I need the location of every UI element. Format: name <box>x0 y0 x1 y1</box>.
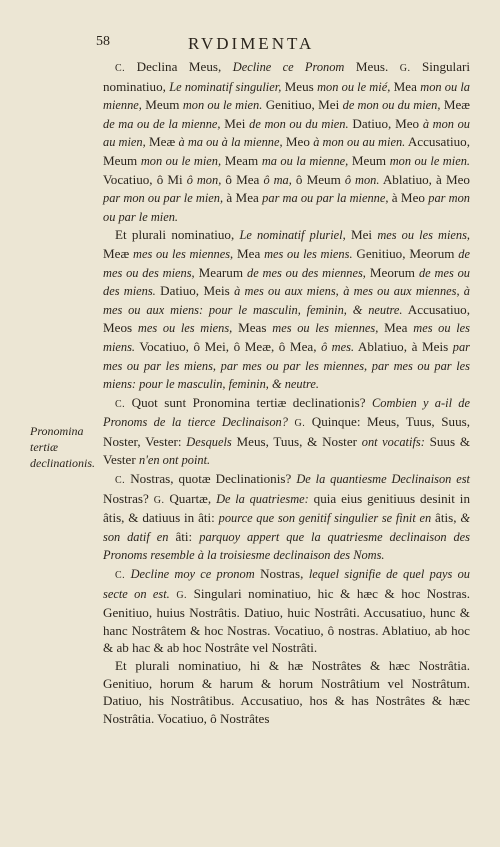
latin-text: Meus <box>281 78 318 94</box>
french-gloss: par ma ou par la mienne, <box>262 191 389 206</box>
french-gloss: à mes ou aux miennes, à mes ou aux miens: pour le masculin, feminin, & neutre. <box>103 284 471 317</box>
latin-text: Mea <box>390 78 421 94</box>
french-gloss: de ma ou de la mienne, <box>103 116 221 131</box>
latin-text: à Meo <box>388 190 429 206</box>
french-gloss: lequel signifie de quel pays ou secte on est. <box>103 567 470 601</box>
latin-text: Meum <box>348 152 390 168</box>
french-gloss: ô mon, <box>186 172 222 187</box>
french-gloss: par mes ou par les miens, par mes ou par les miennes, par mes ou par les miens: pour le masculin, feminin, & neutre. <box>103 339 470 392</box>
latin-text: Genitiuo, Mei <box>262 97 343 113</box>
french-gloss: & son datif en <box>103 511 470 544</box>
latin-text: Mearum <box>194 264 248 280</box>
french-gloss: à mon ou au mien. <box>313 135 406 150</box>
french-gloss: Decline moy ce pronom <box>130 567 255 582</box>
latin-text: à Mea <box>223 190 263 206</box>
latin-text: Datiuo, Meo <box>348 115 423 131</box>
latin-text: Meæ <box>440 97 471 113</box>
latin-text: Mei <box>220 115 250 131</box>
french-gloss: par mon ou par le mien. <box>103 191 470 224</box>
latin-text: Mea <box>378 320 414 336</box>
latin-text: Ablatiuo, à Meis <box>354 338 453 354</box>
latin-text: Et plurali nominatiuo, hi & hæ Nostrâtes & hæc Nostrâtia. Genitiuo, horum & harum & horum Nostrâtium vel Nostrâtum. Datiuo, his Nostrâtibus. Accusatiuo, hos & has Nostrâtes & hæc Nostrâtia. Vocatiuo, ô Nostrâtes <box>103 658 470 726</box>
running-title: RVDIMENTA <box>188 34 315 53</box>
latin-text: Meus. <box>344 59 400 74</box>
latin-text: âti: <box>168 528 200 544</box>
latin-text: Datiuo, Meis <box>155 283 235 299</box>
french-gloss: Desquels <box>186 434 232 449</box>
french-gloss: De la quatriesme: <box>216 491 309 506</box>
speaker-label: C. <box>115 570 126 582</box>
latin-text: ô Meum <box>291 171 345 187</box>
french-gloss: de mon ou du mien. <box>249 116 349 131</box>
french-gloss: mes ou les miennes, <box>272 321 379 336</box>
french-gloss: mon ou le mié, <box>317 79 391 94</box>
speaker-label: G. <box>399 63 411 74</box>
speaker-label: C. <box>115 398 126 410</box>
paragraph <box>103 565 470 657</box>
latin-text: Meæ <box>103 245 134 261</box>
french-gloss: Decline ce Pronom <box>232 60 345 74</box>
french-gloss: ô mes. <box>321 339 355 354</box>
french-gloss: ont vocatifs: <box>361 434 425 449</box>
french-gloss: à mon ou au mien, <box>103 116 471 150</box>
french-gloss: ô ma, <box>263 172 292 187</box>
french-gloss: de mes ou des miens, <box>103 246 470 280</box>
french-gloss: de mes ou des miennes, <box>247 265 366 280</box>
french-gloss: à ma ou à la mienne, <box>178 135 283 150</box>
latin-text: Accusatiuo, Meos <box>103 301 470 336</box>
french-gloss: mes ou les miennes, <box>133 246 234 261</box>
latin-text: Mea <box>233 245 265 261</box>
french-gloss: de mes ou des miens. <box>103 265 470 299</box>
latin-text: Meæ <box>145 134 179 150</box>
latin-text: Nostras? <box>103 490 154 506</box>
running-header <box>96 34 476 56</box>
french-gloss: n'en ont point. <box>139 453 211 468</box>
speaker-label: G. <box>176 589 188 601</box>
speaker-label: C. <box>115 63 126 74</box>
latin-text: Vocatiuo, ô Mi <box>103 171 187 187</box>
latin-text: âtis, <box>431 510 461 526</box>
french-gloss: ô mon. <box>344 172 380 187</box>
latin-text: Suus & Vester <box>103 433 471 468</box>
latin-text: Meus, Tuus, & Noster <box>231 433 362 449</box>
latin-text: Meas <box>232 320 273 336</box>
french-gloss: mes ou les miens, <box>137 321 233 336</box>
paragraph <box>103 58 470 226</box>
latin-text: Quinque: Meus, Tuus, Suus, Noster, Vester: <box>103 414 470 449</box>
body-text <box>103 58 470 727</box>
latin-text: Accusatiuo, Meum <box>103 134 470 168</box>
latin-text: quia eius genitiuus desinit in âtis, & datiuus in âti: <box>103 490 470 526</box>
paragraph <box>103 394 470 470</box>
french-gloss: à mes ou aux miens, <box>234 284 339 299</box>
paragraph <box>103 470 470 565</box>
latin-text: Mei <box>345 227 378 243</box>
latin-text: Nostras, quotæ Declinationis? <box>125 471 297 487</box>
french-gloss: mon ou le mien. <box>182 98 263 113</box>
latin-text: Meo <box>282 134 314 150</box>
french-gloss: De la quantiesme Declinaison est <box>296 472 470 487</box>
latin-text: Meum <box>141 97 183 113</box>
latin-text: Ablatiuo, à Meo <box>379 171 470 187</box>
latin-text: Vocatiuo, ô Mei, ô Meæ, ô Mea, <box>135 338 322 354</box>
french-gloss: de mon ou du mien, <box>342 98 441 113</box>
french-gloss: par mon ou par le mien, <box>103 191 224 206</box>
latin-text: Meorum <box>365 264 419 280</box>
french-gloss: pource que son genitif singulier se finit en <box>218 511 432 526</box>
latin-text: Quartæ, <box>164 490 217 506</box>
latin-text: Singulari nominatiuo, <box>103 59 471 94</box>
french-gloss: Combien y a-il de Pronoms de la tierce Declinaison? <box>103 395 470 430</box>
french-gloss: Le nominatif singulier, <box>169 79 282 94</box>
french-gloss: parquoy appert que la quatriesme declinaison des Pronoms resemble à la troisiesme declinaison des Noms. <box>103 529 470 563</box>
latin-text: Declina Meus, <box>125 59 233 74</box>
latin-text: ô Mea <box>221 171 264 187</box>
latin-text: Singulari nominatiuo, hic & hæc & hoc Nostras. Genitiuo, huius Nostrâtis. Datiuo, huic Nostrâti. Accusatiuo, hunc & hanc Nostrâtem & hoc Nostras. Vocatiuo, ô nostras. Ablatiuo, ab hoc & ab hac & ab hoc Nostrâte vel Nostrâti. <box>103 585 470 656</box>
french-gloss: mes ou les miens. <box>103 321 470 354</box>
french-gloss: mes ou les miens, <box>377 228 470 243</box>
page-number: 58 <box>96 34 110 49</box>
margin-note: Pronomina tertiæ declinationis. <box>30 424 95 470</box>
speaker-label: C. <box>115 475 126 487</box>
latin-text: Et plurali nominatiuo, <box>115 227 240 243</box>
french-gloss: mes ou les miens. <box>264 246 353 261</box>
paragraph <box>103 657 470 727</box>
paragraph <box>103 226 470 393</box>
speaker-label: G. <box>294 418 306 430</box>
speaker-label: G. <box>153 494 165 506</box>
latin-text: Nostras, <box>254 566 309 582</box>
french-gloss: ma ou la mienne, <box>261 153 349 168</box>
latin-text: Meam <box>221 152 262 168</box>
latin-text: Genitiuo, Meorum <box>352 245 459 261</box>
french-gloss: mon ou le mien, <box>140 153 222 168</box>
french-gloss: mon ou le mien. <box>389 153 470 168</box>
latin-text: Quot sunt Pronomina tertiæ declinationis? <box>125 394 372 410</box>
french-gloss: Le nominatif pluriel, <box>239 228 346 243</box>
french-gloss: mon ou la mienne, <box>103 79 470 113</box>
